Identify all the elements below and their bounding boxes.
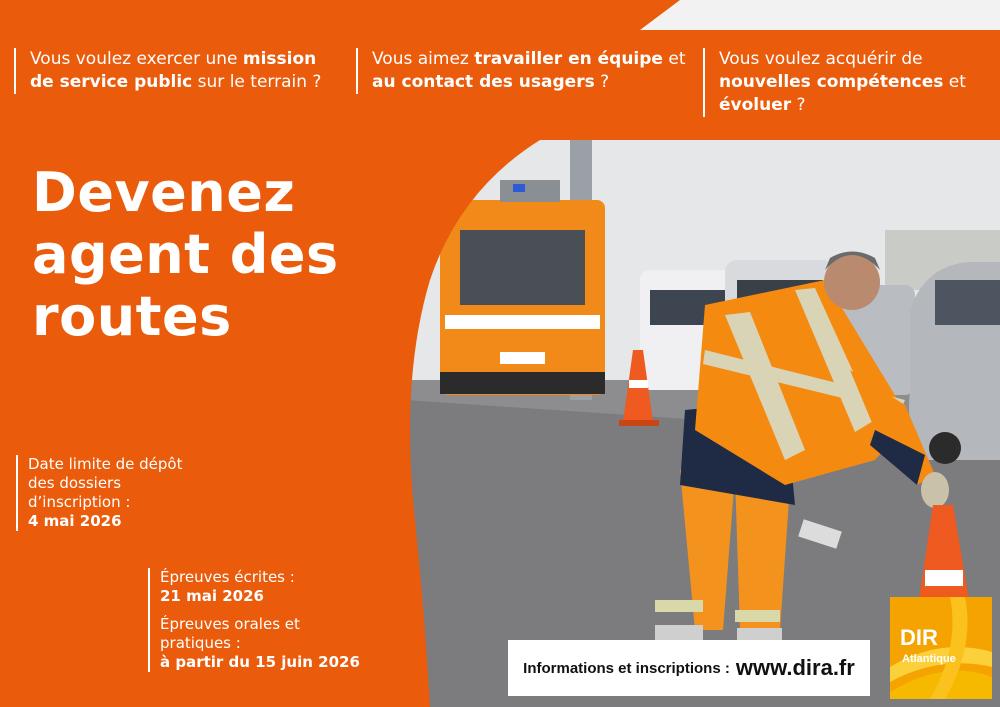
oral-exam-label: Épreuves orales et	[160, 615, 300, 633]
question-bold: nouvelles compétences	[719, 72, 944, 92]
dir-atlantique-logo	[890, 597, 992, 699]
question-skills: Vous voulez acquérir de nouvelles compétences et évoluer ?	[703, 48, 993, 117]
written-exam-label: Épreuves écrites :	[160, 568, 295, 586]
title-line: Devenez	[32, 161, 296, 224]
website-link[interactable]: www.dira.fr	[735, 655, 855, 680]
question-bold: travailler en équipe	[474, 49, 663, 69]
written-exam-date: 21 mai 2026	[160, 587, 264, 605]
deadline-text: des dossiers	[28, 474, 122, 492]
deadline-text: Date limite de dépôt	[28, 455, 183, 473]
info-banner	[508, 640, 870, 696]
page-title	[32, 162, 412, 348]
oral-exam-date: à partir du 15 juin 2026	[160, 653, 360, 671]
question-bold: mission de service public	[30, 49, 317, 92]
oral-exam-label: pratiques :	[160, 634, 241, 652]
question-teamwork: Vous aimez travailler en équipe et au contact des usagers ?	[356, 48, 686, 94]
info-label: Informations et inscriptions :	[523, 659, 730, 677]
question-bold: au contact des usagers	[372, 72, 595, 92]
logo-main-text: DIR	[900, 625, 938, 650]
title-line: agent des	[32, 223, 339, 286]
question-bold: évoluer	[719, 95, 792, 115]
deadline-block	[16, 455, 246, 531]
deadline-date: 4 mai 2026	[28, 512, 122, 530]
deadline-text: d’inscription :	[28, 493, 131, 511]
exam-dates-block	[148, 568, 398, 672]
title-line: routes	[32, 285, 232, 348]
question-service-public: Vous voulez exercer une mission de service public sur le terrain ?	[14, 48, 334, 94]
logo-sub-text: Atlantique	[902, 653, 956, 665]
